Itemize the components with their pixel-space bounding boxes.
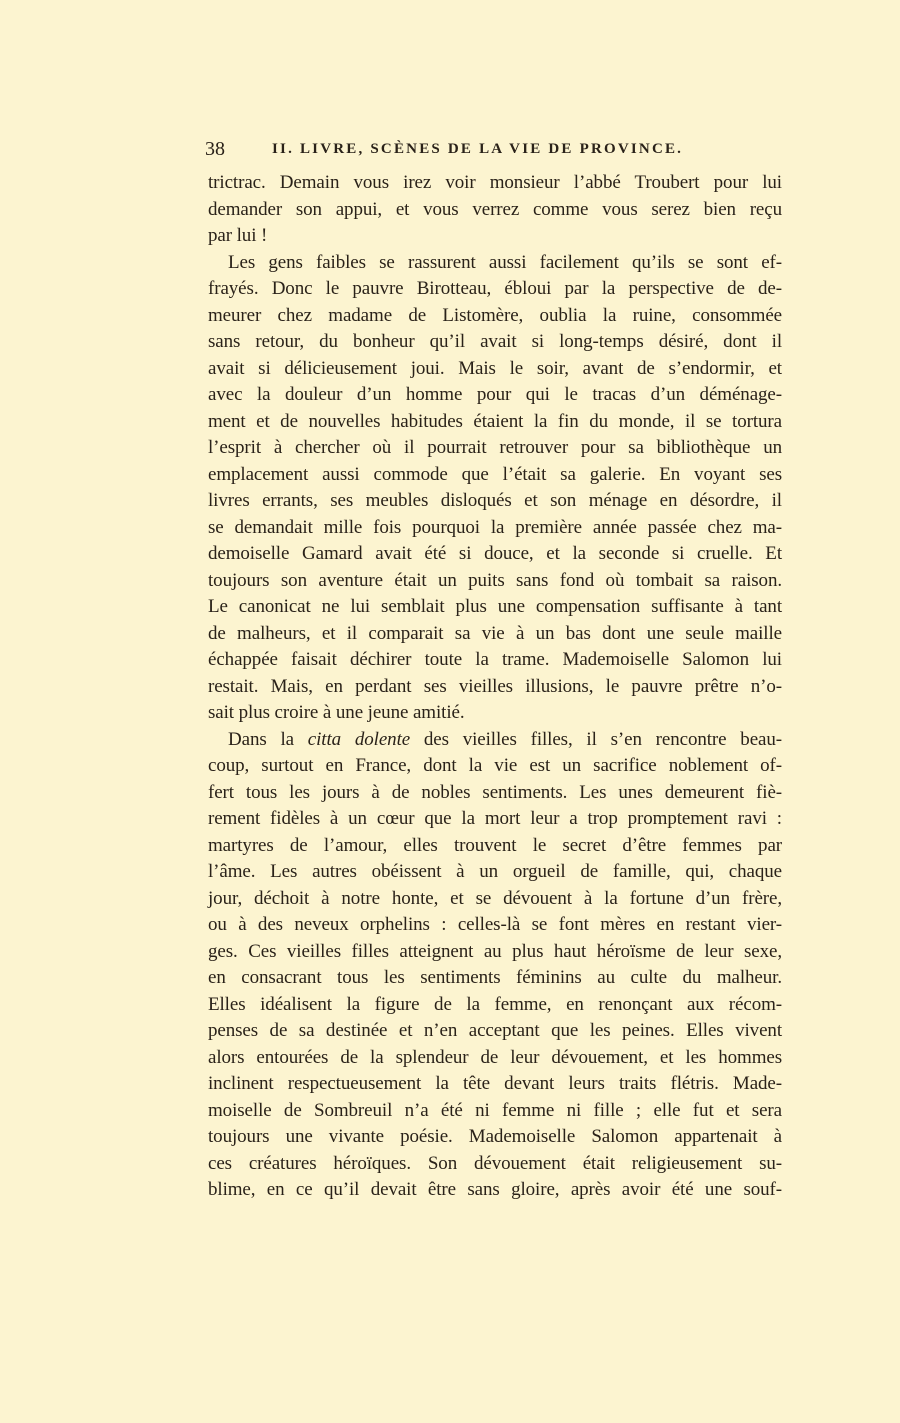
text-line: l’esprit à chercher où il pourrait retrouver pour sa bibliothèque un: [208, 437, 782, 458]
text-line: inclinent respectueusement la tête devant leurs traits flétris. Made-: [208, 1073, 782, 1094]
text-line: penses de sa destinée et n’en acceptant que les peines. Elles vivent: [208, 1020, 782, 1041]
text-span: des vieilles filles, il s’en rencontre beau-: [410, 728, 782, 750]
text-span: Dans la: [228, 728, 308, 750]
text-line: ment et de nouvelles habitudes étaient la fin du monde, il se tortura: [208, 410, 782, 432]
text-line: ges. Ces vieilles filles atteignent au plus haut héroïsme de leur sexe,: [208, 940, 782, 962]
text-line: demoiselle Gamard avait été si douce, et la seconde si cruelle. Et: [208, 543, 782, 564]
text-line: coup, surtout en France, dont la vie est un sacrifice noblement of-: [208, 755, 782, 776]
page-number: 38: [205, 138, 225, 160]
text-line: jour, déchoit à notre honte, et se dévouent à la fortune d’un frère,: [208, 887, 782, 909]
page-header: [205, 138, 785, 164]
text-line: avec la douleur d’un homme pour qui le tracas d’un déménage-: [208, 384, 782, 405]
text-line: sait plus croire à une jeune amitié.: [208, 702, 465, 723]
text-line: échappée faisait déchirer toute la trame. Mademoiselle Salomon lui: [208, 649, 782, 670]
text-line: frayés. Donc le pauvre Birotteau, ébloui par la perspective de de-: [208, 278, 782, 299]
text-line: de malheurs, et il comparait sa vie à un bas dont une seule maille: [208, 622, 782, 644]
text-line: toujours une vivante poésie. Mademoiselle Salomon appartenait à: [208, 1126, 782, 1147]
text-line: moiselle de Sombreuil n’a été ni femme ni fille ; elle fut et sera: [208, 1099, 782, 1121]
text-line: ces créatures héroïques. Son dévouement était religieusement su-: [208, 1152, 782, 1174]
text-line: en consacrant tous les sentiments féminins au culte du malheur.: [208, 967, 782, 988]
text-line: martyres de l’amour, elles trouvent le secret d’être femmes par: [208, 834, 782, 856]
body-text: [208, 170, 782, 1204]
text-line: Elles idéalisent la figure de la femme, en renonçant aux récom-: [208, 993, 782, 1015]
text-line: livres errants, ses meubles disloqués et son ménage en désordre, il: [208, 490, 782, 511]
italic-phrase: citta dolente: [307, 728, 411, 750]
text-line: par lui !: [208, 225, 268, 246]
text-line: restait. Mais, en perdant ses vieilles illusions, le pauvre prêtre n’o-: [208, 675, 782, 697]
text-line: trictrac. Demain vous irez voir monsieur l’abbé Troubert pour lui: [208, 172, 782, 193]
text-line: rement fidèles à un cœur que la mort leur a trop promptement ravi :: [208, 808, 782, 829]
text-line: demander son appui, et vous verrez comme vous serez bien reçu: [208, 198, 782, 220]
text-line: alors entourées de la splendeur de leur dévouement, et les hommes: [208, 1046, 782, 1068]
text-line: toujours son aventure était un puits sans fond où tombait sa raison.: [208, 569, 782, 591]
text-line: se demandait mille fois pourquoi la première année passée chez ma-: [208, 516, 782, 538]
text-line: l’âme. Les autres obéissent à un orgueil de famille, qui, chaque: [208, 861, 782, 882]
text-line: emplacement aussi commode que l’était sa galerie. En voyant ses: [208, 463, 782, 485]
running-head: II. LIVRE, SCÈNES DE LA VIE DE PROVINCE.: [272, 141, 684, 157]
text-line: avait si délicieusement joui. Mais le soir, avant de s’endormir, et: [208, 357, 782, 379]
paragraph-start-line: Les gens faibles se rassurent aussi facilement qu’ils se sont ef-: [228, 251, 782, 273]
text-line: meurer chez madame de Listomère, oublia la ruine, consommée: [208, 304, 782, 326]
text-line: blime, en ce qu’il devait être sans gloire, après avoir été une souf-: [208, 1179, 782, 1200]
paragraph-start-line: [208, 727, 782, 754]
text-line: sans retour, du bonheur qu’il avait si long-temps désiré, dont il: [208, 331, 782, 352]
text-line: Le canonicat ne lui semblait plus une compensation suffisante à tant: [208, 596, 782, 617]
text-line: fert tous les jours à de nobles sentiments. Les unes demeurent fiè-: [208, 781, 782, 803]
text-line: ou à des neveux orphelins : celles-là se font mères en restant vier-: [208, 914, 782, 935]
